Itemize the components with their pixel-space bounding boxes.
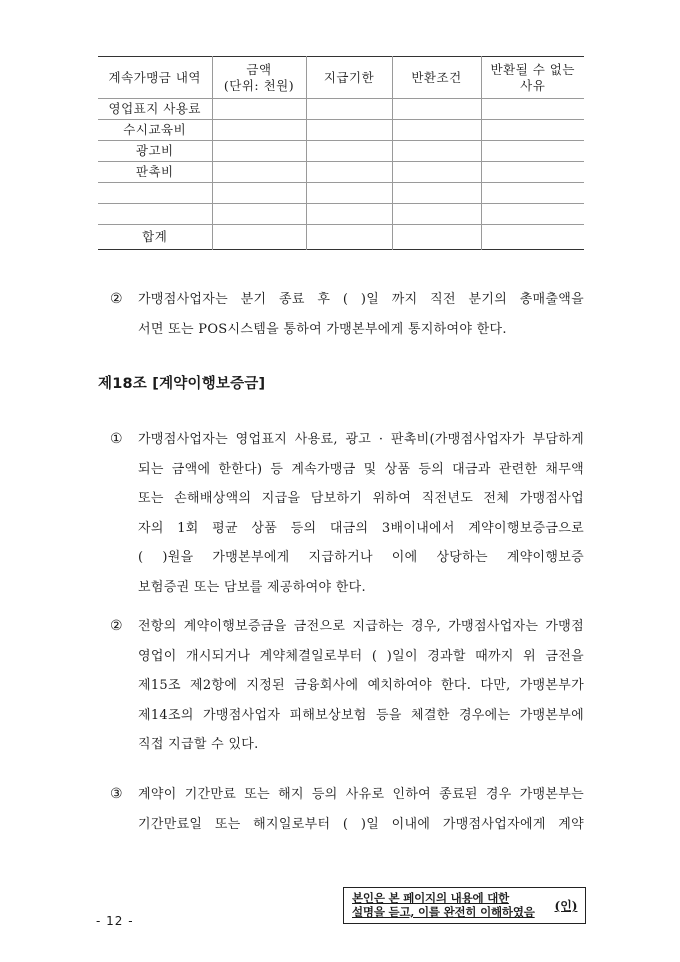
cell-reason[interactable] [481, 99, 584, 120]
header-amount: 금액 (단위: 천원) [212, 57, 306, 99]
cell-condition[interactable] [392, 141, 481, 162]
continuing-fee-table [98, 56, 584, 250]
row-label: 수시교육비 [98, 120, 212, 141]
cell-amount[interactable] [212, 225, 306, 250]
clause-line: 전항의 계약이행보증금을 금전으로 지급하는 경우, 가맹점사업자는 가맹점 [138, 619, 584, 634]
total-label: 합계 [98, 225, 212, 250]
clause-sales-report [110, 285, 584, 344]
row-label: 영업표지 사용료 [98, 99, 212, 120]
clause-line: 가맹점사업자는 분기 종료 후 ( )일 까지 직전 분기의 총매출액을 [138, 292, 584, 307]
cell-amount[interactable] [212, 204, 306, 225]
table-row [98, 183, 584, 204]
table-total-row [98, 225, 584, 250]
cell-reason[interactable] [481, 120, 584, 141]
clause-number: ① [110, 431, 123, 447]
clause-line: 되는 금액에 한한다) 등 계속가맹금 및 상품 등의 대금과 관련한 채무액 [138, 461, 584, 477]
cell-amount[interactable] [212, 162, 306, 183]
row-label[interactable] [98, 183, 212, 204]
header-nonrefund-reason: 반환될 수 없는 사유 [481, 57, 584, 99]
cell-reason[interactable] [481, 225, 584, 250]
row-label[interactable] [98, 204, 212, 225]
clause-line: 제14조의 가맹점사업자 피해보상보험 등을 체결한 경우에는 가맹본부에 [138, 707, 584, 723]
page-number: - 12 - [96, 914, 134, 928]
clause-line: 또는 손해배상액의 지급을 담보하기 위하여 직전년도 전체 가맹점사업 [138, 491, 584, 506]
cell-condition[interactable] [392, 120, 481, 141]
cell-reason[interactable] [481, 183, 584, 204]
cell-reason[interactable] [481, 141, 584, 162]
clause-line: 제15조 제2항에 지정된 금융회사에 예치하여야 한다. 다만, 가맹본부가 [138, 678, 584, 693]
confirmation-line-1: 본인은 본 페이지의 내용에 대한 [352, 891, 510, 905]
article-title: 제18조 [계약이행보증금] [98, 376, 266, 392]
clause-line: 직접 지급할 수 있다. [138, 737, 259, 752]
clause-2 [110, 612, 584, 760]
row-label: 판촉비 [98, 162, 212, 183]
table-row [98, 120, 584, 141]
cell-due[interactable] [306, 183, 392, 204]
seal-signature-field[interactable]: (인) [554, 899, 578, 913]
cell-reason[interactable] [481, 204, 584, 225]
clause-line: 영업이 개시되거나 계약체결일로부터 ( )일이 경과할 때까지 위 금전을 [138, 648, 584, 664]
cell-due[interactable] [306, 99, 392, 120]
table-row [98, 162, 584, 183]
clause-line: 자의 1회 평균 상품 등의 대금의 3배이내에서 계약이행보증금으로 [138, 520, 584, 536]
table-row [98, 204, 584, 225]
clause-number: ③ [110, 786, 123, 802]
clause-line: 기간만료일 또는 해지일로부터 ( )일 이내에 가맹점사업자에게 계약 [138, 816, 584, 832]
cell-condition[interactable] [392, 225, 481, 250]
cell-due[interactable] [306, 120, 392, 141]
cell-amount[interactable] [212, 141, 306, 162]
cell-due[interactable] [306, 162, 392, 183]
cell-condition[interactable] [392, 204, 481, 225]
clause-1 [110, 425, 584, 602]
confirmation-box [343, 887, 586, 924]
cell-condition[interactable] [392, 99, 481, 120]
confirmation-text [344, 888, 547, 923]
clause-line: 보험증권 또는 담보를 제공하여야 한다. [138, 579, 366, 595]
cell-amount[interactable] [212, 183, 306, 204]
row-label: 광고비 [98, 141, 212, 162]
cell-condition[interactable] [392, 162, 481, 183]
clause-line: ( )원을 가맹본부에게 지급하거나 이에 상당하는 계약이행보증 [138, 550, 584, 565]
clause-3 [110, 780, 584, 839]
table-row [98, 141, 584, 162]
clause-number: ② [110, 291, 123, 307]
cell-due[interactable] [306, 141, 392, 162]
clause-line: 가맹점사업자는 영업표지 사용료, 광고 · 판촉비(가맹점사업자가 부담하게 [138, 432, 584, 447]
cell-due[interactable] [306, 225, 392, 250]
cell-due[interactable] [306, 204, 392, 225]
confirmation-line-2: 설명을 듣고, 이를 완전히 이해하였음 [352, 905, 535, 919]
cell-amount[interactable] [212, 120, 306, 141]
cell-amount[interactable] [212, 99, 306, 120]
header-fee-item: 계속가맹금 내역 [98, 57, 212, 99]
header-refund-condition: 반환조건 [392, 57, 481, 99]
cell-condition[interactable] [392, 183, 481, 204]
table-header-row [98, 57, 584, 99]
clause-line: 서면 또는 POS시스템을 통하여 가맹본부에게 통지하여야 한다. [138, 321, 507, 337]
clause-line: 계약이 기간만료 또는 해지 등의 사유로 인하여 종료된 경우 가맹본부는 [138, 787, 584, 802]
table-row [98, 99, 584, 120]
header-due-date: 지급기한 [306, 57, 392, 99]
clause-number: ② [110, 618, 123, 634]
cell-reason[interactable] [481, 162, 584, 183]
